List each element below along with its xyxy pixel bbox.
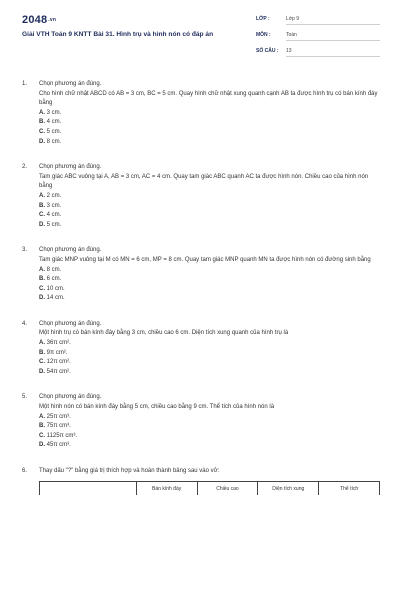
option-letter: B. (39, 423, 45, 430)
document-title: Giải VTH Toán 9 KNTT Bài 31. Hình trụ và hình nón có đáp án (22, 31, 214, 38)
answer-option (39, 413, 380, 423)
question-text: Tam giác MNP vuông tại M có MN = 6 cm, MP = 8 cm. Quay tam giác MNP quanh MN ta được hình nón có đường sinh bằng (39, 256, 371, 263)
table-header-cell: Diện tích xung (257, 482, 318, 495)
question-number: 3. (22, 247, 28, 254)
option-text: 25π cm³. (46, 413, 71, 420)
meta-class: LỚP : Lớp 9 (256, 14, 380, 26)
answer-option (39, 368, 380, 378)
question-number: 5. (22, 394, 28, 401)
option-text: 3 cm. (46, 202, 62, 209)
answer-option (39, 432, 380, 442)
page-header (0, 0, 400, 72)
question-number: 4. (22, 320, 28, 327)
option-letter: C. (39, 359, 45, 366)
option-letter: D. (39, 221, 45, 228)
option-text: 5 cm. (46, 128, 62, 135)
table-header-cell: Thể tích (318, 482, 379, 495)
option-letter: B. (39, 349, 45, 356)
answer-option (39, 266, 380, 276)
answer-table (39, 481, 380, 495)
question-list (22, 80, 380, 511)
answer-option (39, 349, 380, 359)
site-logo[interactable]: 2048.vn (22, 14, 57, 26)
question-prompt: Thay dấu "?" bằng giá trị thích hợp và hoàn thành bảng sau vào vở: (39, 468, 220, 474)
option-text: 36π cm². (46, 340, 71, 347)
question-text: Cho hình chữ nhật ABCD có AB = 3 cm, BC = 5 cm. Quay hình chữ nhật xung quanh cạnh AB ta được hình trụ có bán kính đáy bằng (39, 90, 378, 107)
answer-option (39, 128, 380, 138)
answer-option (39, 211, 380, 221)
meta-question-count: SỐ CÂU : 13 (256, 46, 380, 58)
question-number: 1. (22, 81, 28, 87)
option-text: 5 cm. (46, 221, 62, 228)
question-prompt: Chọn phương án đúng. (39, 81, 102, 87)
question-prompt: Chọn phương án đúng. (39, 394, 102, 401)
question-prompt: Chọn phương án đúng. (39, 164, 102, 171)
question-2 (22, 163, 380, 230)
table-header-cell (40, 482, 136, 495)
option-text: 9π cm². (46, 349, 68, 356)
answer-option (39, 138, 380, 148)
option-letter: D. (39, 138, 45, 145)
option-text: 4 cm. (46, 119, 62, 126)
question-text: Tam giác ABC vuông tại A, AB = 3 cm, AC = 4 cm. Quay tam giác ABC quanh AC ta được hình nón. Chiều cao của hình nón bằng (39, 173, 369, 190)
option-text: 12π cm². (46, 359, 71, 366)
answer-option (39, 294, 380, 304)
question-1 (22, 80, 380, 147)
answer-option (39, 422, 380, 432)
option-text: 14 cm. (46, 295, 65, 302)
option-text: 1125π cm³. (46, 432, 78, 439)
option-text: 45π cm³. (46, 442, 71, 449)
option-letter: A. (39, 109, 45, 116)
question-number: 2. (22, 164, 28, 171)
answer-option (39, 202, 380, 212)
option-letter: D. (39, 295, 45, 302)
option-letter: A. (39, 266, 45, 273)
answer-option (39, 221, 380, 231)
option-text: 8 cm. (46, 266, 62, 273)
question-text: Một hình nón có bán kính đáy bằng 5 cm, chiều cao bằng 9 cm. Thể tích của hình nón là (39, 404, 275, 411)
option-letter: A. (39, 192, 45, 199)
question-prompt: Chọn phương án đúng. (39, 247, 102, 254)
option-text: 4 cm. (46, 212, 62, 219)
option-text: 8 cm. (46, 138, 62, 145)
answer-option (39, 339, 380, 349)
option-letter: C. (39, 432, 45, 439)
option-text: 3 cm. (46, 109, 62, 116)
answer-option (39, 192, 380, 202)
option-letter: C. (39, 128, 45, 135)
answer-option (39, 275, 380, 285)
question-prompt: Chọn phương án đúng. (39, 320, 102, 327)
question-5 (22, 393, 380, 451)
option-letter: D. (39, 368, 45, 375)
option-letter: B. (39, 119, 45, 126)
option-text: 6 cm. (46, 276, 62, 283)
question-3 (22, 246, 380, 304)
option-letter: B. (39, 202, 45, 209)
option-letter: A. (39, 340, 45, 347)
answer-option (39, 109, 380, 119)
option-letter: B. (39, 276, 45, 283)
option-text: 2 cm. (46, 192, 62, 199)
question-number: 6. (22, 468, 28, 474)
option-letter: C. (39, 212, 45, 219)
option-text: 54π cm². (46, 368, 71, 375)
answer-option (39, 358, 380, 368)
answer-option (39, 441, 380, 451)
question-4 (22, 320, 380, 378)
question-6 (22, 467, 380, 495)
table-header-cell: Bán kính đáy (136, 482, 197, 495)
answer-option (39, 118, 380, 128)
table-header-cell: Chiều cao (197, 482, 258, 495)
option-text: 75π cm³. (46, 423, 71, 430)
option-text: 10 cm. (46, 285, 65, 292)
answer-option (39, 285, 380, 295)
question-text: Một hình trụ có bán kính đáy bằng 3 cm, chiều cao 6 cm. Diện tích xung quanh của hình trụ là (39, 330, 289, 337)
meta-subject: MÔN : Toán (256, 30, 380, 42)
option-letter: A. (39, 413, 45, 420)
option-letter: D. (39, 442, 45, 449)
option-letter: C. (39, 285, 45, 292)
